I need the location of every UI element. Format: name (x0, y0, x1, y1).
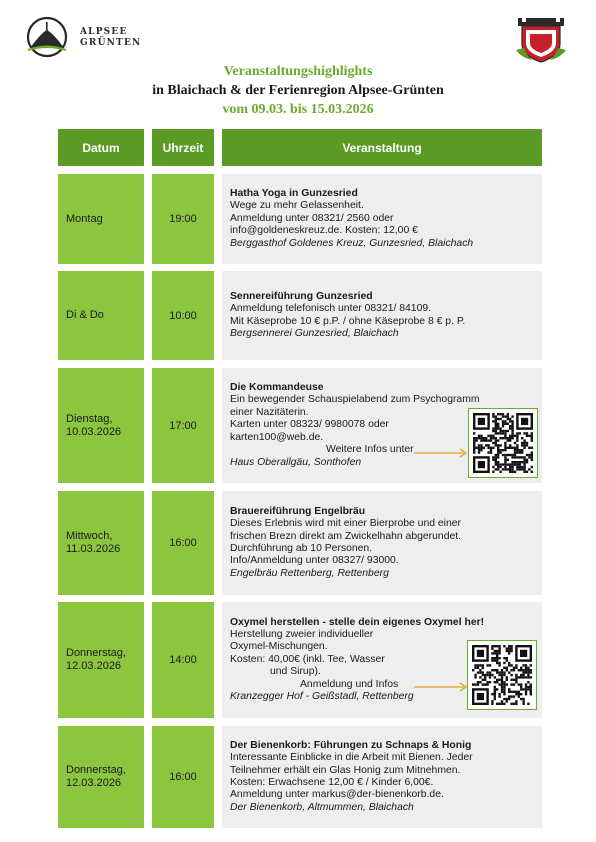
row-date (58, 726, 144, 828)
event-text: Anmeldung unter markus@der-bienenkorb.de. (230, 789, 444, 801)
qr-pattern (472, 645, 532, 705)
qr-hint: Anmeldung und Infos (300, 678, 399, 690)
event-title: Sennereiführung Gunzesried (230, 290, 373, 302)
row-time: 14:00 (152, 602, 214, 718)
row-date: Di & Do (58, 271, 144, 360)
brand-line-2: GRÜNTEN (80, 38, 142, 48)
event-location: Der Bienenkorb, Altmummen, Blaichach (230, 801, 414, 813)
alpsee-gruenten-logo-icon (24, 16, 70, 58)
alpsee-gruenten-logo (24, 16, 154, 58)
column-header-event: Veranstaltung (222, 129, 542, 166)
arrow-right-icon (414, 682, 470, 692)
row-date-full: 11.03.2026 (66, 543, 121, 555)
qr-code-icon[interactable] (467, 640, 537, 710)
event-text: Kosten: 40,00€ (inkl. Tee, Wasser (230, 653, 385, 665)
column-header-time: Uhrzeit (152, 129, 214, 166)
event-text: einer Nazitäterin. (230, 406, 309, 418)
row-time: 10:00 (152, 271, 214, 360)
event-location: Berggasthof Goldenes Kreuz, Gunzesried, Blaichach (230, 237, 474, 249)
event-text: Dieses Erlebnis wird mit einer Bierprobe und einer (230, 518, 462, 530)
event-text: Anmeldung unter 08321/ 2560 oder (230, 212, 394, 224)
event-text: karten100@web.de. (230, 431, 324, 443)
row-time: 17:00 (152, 368, 214, 483)
event-title: Oxymel herstellen - stelle dein eigenes Oxymel her! (230, 616, 485, 628)
event-title: Der Bienenkorb: Führungen zu Schnaps & Honig (230, 739, 472, 751)
row-event (222, 174, 542, 264)
row-date-full: 12.03.2026 (66, 777, 122, 789)
row-date (58, 602, 144, 718)
event-text: Kosten: Erwachsene 12,00 € / Kinder 6,00€. (230, 777, 434, 788)
event-title: Hatha Yoga in Gunzesried (230, 187, 358, 199)
qr-code-icon[interactable] (468, 408, 538, 478)
row-date (58, 491, 144, 595)
event-location: Haus Oberallgäu, Sonthofen (230, 456, 362, 468)
row-time: 19:00 (152, 174, 214, 264)
event-text: Anmeldung telefonisch unter 08321/ 84109. (230, 303, 432, 315)
row-date-day: Donnerstag, (66, 764, 126, 776)
event-location: Bergsennerei Gunzesried, Blaichach (230, 327, 399, 339)
event-text: Ein bewegender Schauspielabend zum Psychogramm (230, 394, 480, 406)
event-text: und Sirup). (270, 666, 321, 678)
event-text: Oxymel-Mischungen. (230, 641, 328, 653)
event-title: Die Kommandeuse (230, 382, 324, 394)
qr-pattern (473, 413, 533, 473)
row-date-day: Donnerstag, (66, 647, 126, 659)
event-title: Brauereiführung Engelbräu (230, 505, 366, 517)
event-text: Durchführung ab 10 Personen. (230, 543, 373, 554)
event-text: Mit Käseprobe 10 € p.P. / ohne Käseprobe 8 € p. P. (230, 315, 466, 327)
event-text: Herstellung zweier individueller (230, 628, 374, 640)
row-date-full: 10.03.2026 (66, 425, 122, 438)
qr-hint: Weitere Infos unter (326, 444, 414, 456)
event-text: Wege zu mehr Gelassenheit. (230, 200, 364, 212)
title-region: in Blaichach & der Ferienregion Alpsee-Grünten (152, 83, 444, 98)
row-date: Montag (58, 174, 144, 264)
row-event (222, 271, 542, 360)
event-location: Engelbräu Rettenberg, Rettenberg (230, 567, 389, 579)
event-text: frischen Brezn direkt am Zwickelhahn abgerundet. (230, 530, 462, 542)
row-event (222, 491, 542, 595)
row-date-day: Mittwoch, (66, 530, 113, 542)
brand-line-1: ALPSEE (80, 27, 128, 37)
row-event (222, 726, 542, 828)
row-date (58, 368, 144, 483)
title-highlights: Veranstaltungshighlights (223, 64, 373, 79)
event-text: Karten unter 08323/ 9980078 oder (230, 419, 389, 431)
arrow-right-icon (414, 448, 470, 458)
column-header-date: Datum (58, 129, 144, 166)
event-text: Interessante Einblicke in die Arbeit mit Bienen. Jeder (230, 752, 473, 764)
title-date-range: vom 09.03. bis 15.03.2026 (222, 102, 374, 117)
row-date-full: 12.03.2026 (66, 660, 122, 672)
event-location: Kranzegger Hof - Geißstadl, Rettenberg (230, 691, 414, 703)
event-text: Teilnehmer erhält ein Glas Honig zum Mitnehmen. (230, 764, 461, 776)
row-date-day: Dienstag, (66, 412, 113, 425)
event-text: Info/Anmeldung unter 08327/ 93000. (230, 555, 399, 567)
brand-wordmark (80, 27, 141, 49)
blaichach-crest-icon (512, 10, 570, 66)
row-time: 16:00 (152, 491, 214, 595)
event-text: info@goldeneskreuz.de. Kosten: 12,00 € (230, 225, 418, 237)
row-time: 16:00 (152, 726, 214, 828)
